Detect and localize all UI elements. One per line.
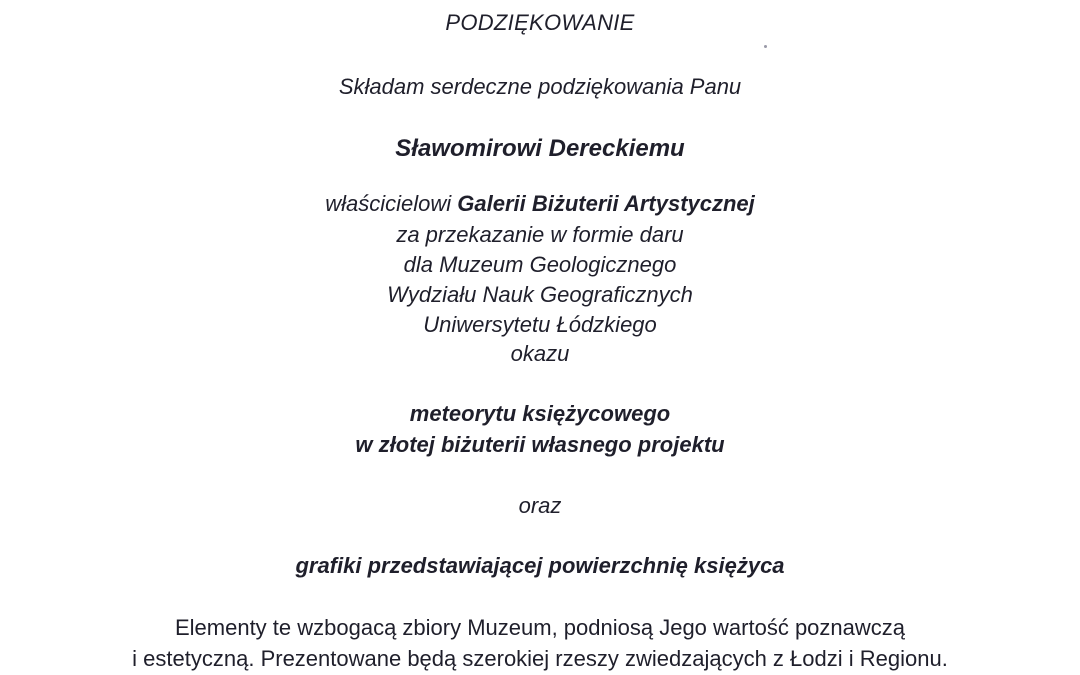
owner-prefix: właścicielowi <box>325 191 458 216</box>
gift-line: dla Muzeum Geologicznego <box>403 252 677 277</box>
gift-line: Uniwersytetu Łódzkiego <box>423 312 657 337</box>
gift-line: Wydziału Nauk Geograficznych <box>387 282 693 307</box>
letter-heading: PODZIĘKOWANIE <box>445 10 635 35</box>
donated-item-line: w złotej biżuterii własnego projektu <box>355 432 725 457</box>
recipient-name: Sławomirowi Dereckiemu <box>395 135 685 162</box>
donated-graphic-line: grafiki przedstawiającej powierzchnię księżyca <box>295 553 785 578</box>
closing-line: Elementy te wzbogacą zbiory Muzeum, podniosą Jego wartość poznawczą <box>174 615 906 640</box>
thanks-line: Składam serdeczne podziękowania Panu <box>338 74 742 99</box>
owner-line <box>0 193 1080 215</box>
gift-line: okazu <box>510 341 570 366</box>
closing-line: i estetyczną. Prezentowane będą szerokiej rzeszy zwiedzających z Łodzi i Regionu. <box>132 646 948 671</box>
scan-speck <box>764 45 767 48</box>
donated-item-line: meteorytu księżycowego <box>409 401 671 426</box>
gallery-name: Galerii Biżuterii Artystycznej <box>457 191 755 216</box>
conjunction: oraz <box>518 493 562 518</box>
gift-line: za przekazanie w formie daru <box>396 222 684 247</box>
